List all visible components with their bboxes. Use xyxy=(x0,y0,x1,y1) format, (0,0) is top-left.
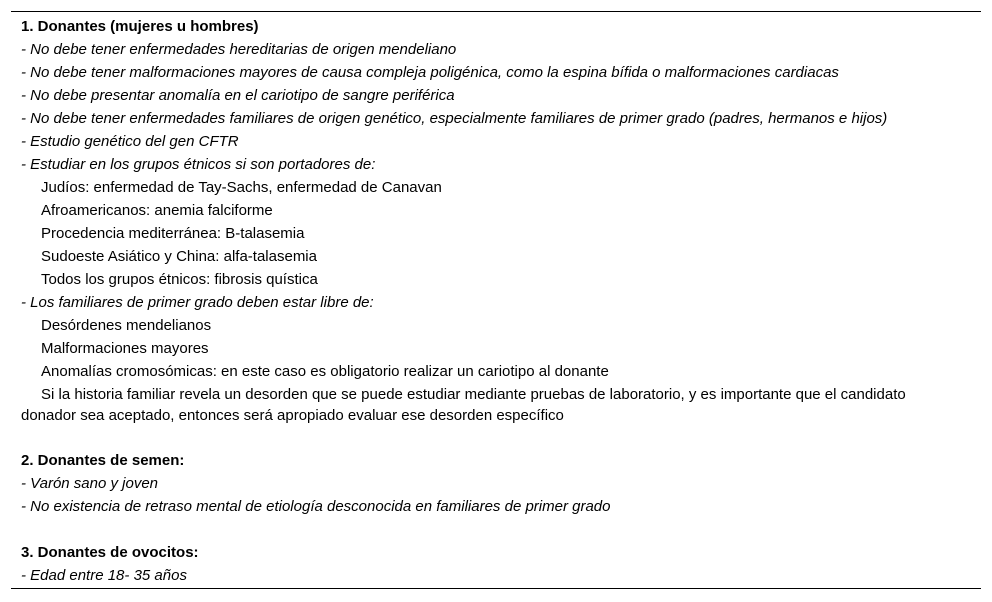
relatives-item: Malformaciones mayores xyxy=(41,340,209,357)
ethnic-group-item: Judíos: enfermedad de Tay-Sachs, enfermedad de Canavan xyxy=(41,179,442,196)
ethnic-group-item: Procedencia mediterránea: B-talasemia xyxy=(41,225,305,242)
semen-criterion: - No existencia de retraso mental de etiología desconocida en familiares de primer grado xyxy=(21,498,611,515)
donor-criterion: - No debe tener enfermedades familiares de origen genético, especialmente familiares de primer grado (padres, hermanos e hijos) xyxy=(21,110,888,127)
ethnic-group-item: Afroamericanos: anemia falciforme xyxy=(41,202,273,219)
donor-criterion: - Estudiar en los grupos étnicos si son portadores de: xyxy=(21,156,376,173)
ethnic-group-item: Sudoeste Asiático y China: alfa-talasemia xyxy=(41,248,317,265)
section-spacer xyxy=(21,426,971,449)
ethnic-group-item: Todos los grupos étnicos: fibrosis quística xyxy=(41,271,318,288)
section-spacer xyxy=(21,518,971,541)
section-heading-oocytes: 3. Donantes de ovocitos: xyxy=(21,544,199,561)
section-heading-semen: 2. Donantes de semen: xyxy=(21,452,185,469)
relatives-item: Anomalías cromosómicas: en este caso es obligatorio realizar un cariotipo al donante xyxy=(41,363,609,380)
donor-criterion: - No debe tener malformaciones mayores de causa compleja poligénica, como la espina bífida o malformaciones cardiacas xyxy=(21,64,839,81)
section-heading-donors: 1. Donantes (mujeres u hombres) xyxy=(21,18,259,35)
oocyte-criterion: - Edad entre 18- 35 años xyxy=(21,567,187,584)
donor-criterion: - No debe tener enfermedades hereditarias de origen mendeliano xyxy=(21,41,457,58)
criteria-content xyxy=(21,15,971,587)
donor-criterion: - Estudio genético del gen CFTR xyxy=(21,133,239,150)
relatives-item: Desórdenes mendelianos xyxy=(41,317,212,334)
semen-criterion: - Varón sano y joven xyxy=(21,475,159,492)
criteria-table xyxy=(11,11,981,589)
donor-criterion: - No debe presentar anomalía en el cariotipo de sangre periférica xyxy=(21,87,455,104)
relatives-intro: - Los familiares de primer grado deben estar libre de: xyxy=(21,294,374,311)
family-history-note: Si la historia familiar revela un desorden que se puede estudiar mediante pruebas de laboratorio, y es importante que el candidato donador sea aceptado, entonces será apropiado evaluar ese desorden específico xyxy=(21,386,906,424)
